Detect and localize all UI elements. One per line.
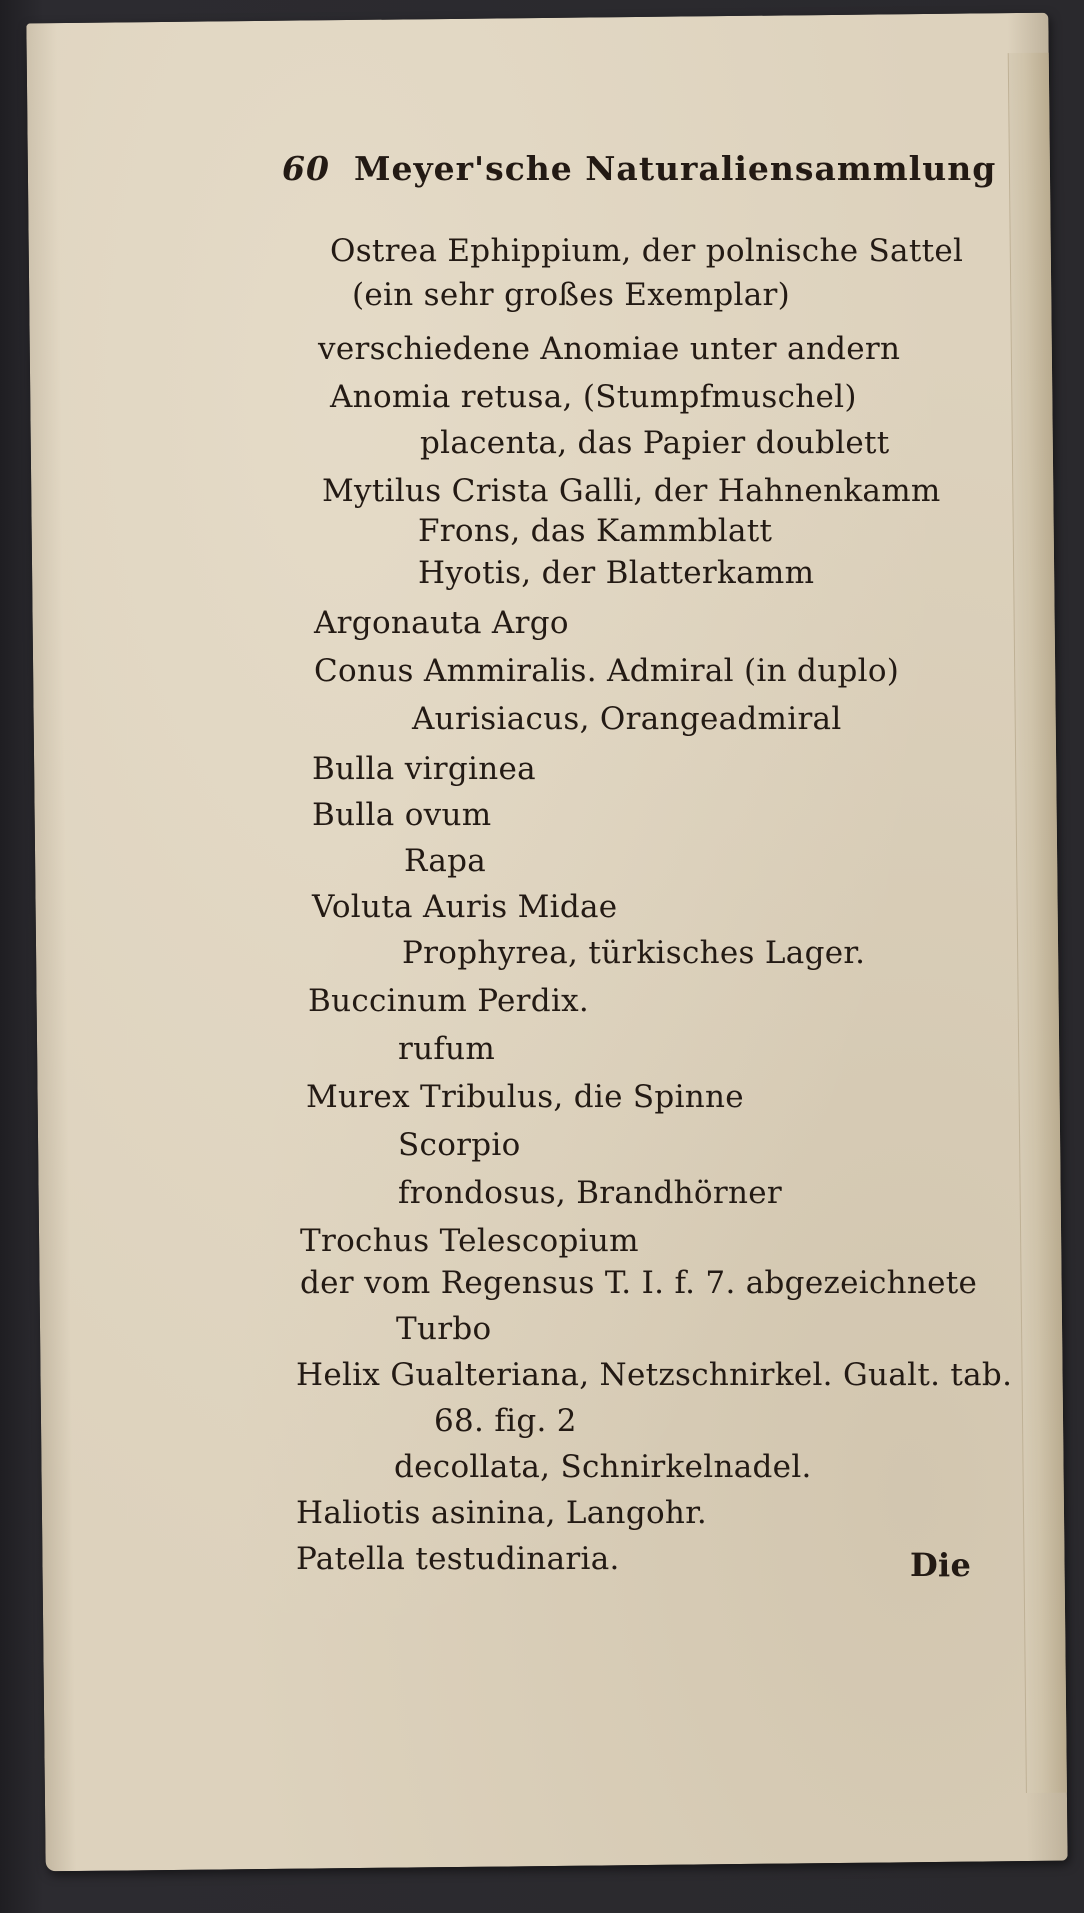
entry-line: (ein sehr großes Exemplar)	[352, 277, 791, 313]
entry-line: Haliotis asinina, Langohr.	[296, 1495, 708, 1531]
running-head	[282, 150, 996, 188]
entry-line: Mytilus Crista Galli, der Hahnenkamm	[322, 473, 941, 509]
entry-line: Prophyrea, türkisches Lager.	[402, 935, 866, 971]
entry-line: Aurisiacus, Orangeadmiral	[412, 701, 842, 737]
entry-line: Scorpio	[398, 1127, 521, 1163]
entry-line: decollata, Schnirkelnadel.	[394, 1449, 812, 1485]
entry-line: Buccinum Perdix.	[308, 983, 590, 1019]
running-head-title: Meyer'sche Naturaliensammlung	[353, 149, 997, 188]
entry-line: Argonauta Argo	[314, 605, 569, 641]
entry-line: placenta, das Papier doublett	[420, 425, 890, 461]
entry-line: Bulla ovum	[312, 797, 492, 833]
entry-line: Bulla virginea	[312, 751, 536, 787]
entry-line: Trochus Telescopium	[300, 1223, 639, 1259]
entry-line: Rapa	[404, 843, 487, 879]
entry-line: Ostrea Ephippium, der polnische Sattel	[330, 233, 964, 269]
entry-line: Murex Tribulus, die Spinne	[306, 1079, 744, 1115]
entry-line: Frons, das Kammblatt	[418, 513, 773, 549]
catchword: Die	[910, 1546, 972, 1584]
entry-line: 68. fig. 2	[434, 1403, 577, 1439]
entry-line: rufum	[398, 1031, 496, 1067]
entry-line: der vom Regensus T. I. f. 7. abgezeichnete	[300, 1265, 978, 1301]
entry-line: Anomia retusa, (Stumpfmuschel)	[330, 379, 857, 415]
entry-line: frondosus, Brandhörner	[398, 1175, 782, 1211]
entry-line: Conus Ammiralis. Admiral (in duplo)	[314, 653, 900, 689]
entry-line: Helix Gualteriana, Netzschnirkel. Gualt. tab.	[296, 1357, 1013, 1393]
entry-line: Turbo	[396, 1311, 492, 1347]
entry-line: verschiedene Anomiae unter andern	[318, 331, 901, 367]
page-number: 60	[282, 149, 330, 188]
entry-line: Patella testudinaria.	[296, 1541, 620, 1577]
entry-line: Voluta Auris Midae	[312, 889, 618, 925]
entry-line: Hyotis, der Blatterkamm	[418, 555, 815, 591]
